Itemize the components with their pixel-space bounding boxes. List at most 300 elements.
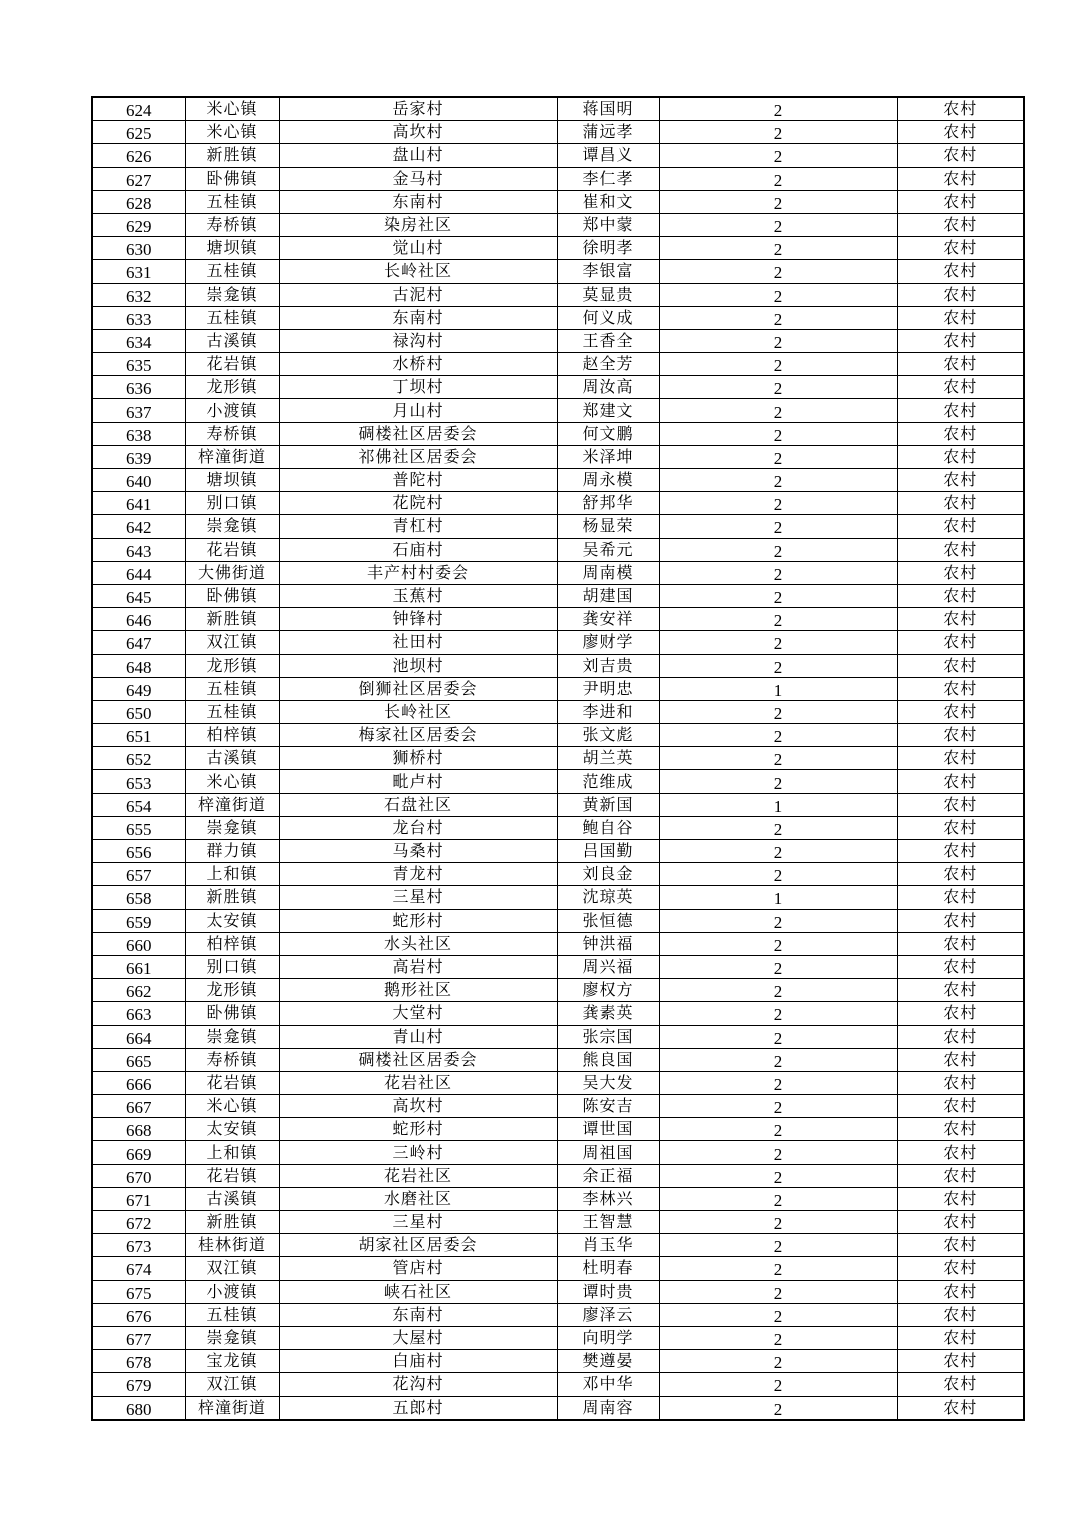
- row-number-cell: [92, 1118, 185, 1141]
- count-text: 2: [773, 843, 783, 863]
- count-cell: [659, 445, 897, 468]
- count-cell: [659, 932, 897, 955]
- village-cell: 三星村: [279, 1211, 557, 1234]
- count-cell: [659, 1257, 897, 1280]
- count-cell: [659, 677, 897, 700]
- row-number-cell: [92, 1141, 185, 1164]
- town-cell: 塘坝镇: [185, 237, 279, 260]
- person-name-cell: 周汝高: [557, 376, 659, 399]
- category-cell: 农村: [897, 445, 1024, 468]
- row-number-text: 665: [126, 1051, 152, 1071]
- count-cell: [659, 1396, 897, 1420]
- row-number-text: 677: [126, 1330, 152, 1350]
- row-number-cell: [92, 283, 185, 306]
- row-number-text: 669: [126, 1144, 152, 1164]
- row-number-cell: [92, 654, 185, 677]
- count-cell: [659, 144, 897, 167]
- village-cell: 狮桥村: [279, 747, 557, 770]
- row-number-cell: [92, 492, 185, 515]
- town-cell: 龙形镇: [185, 979, 279, 1002]
- category-cell: 农村: [897, 469, 1024, 492]
- category-cell: 农村: [897, 1396, 1024, 1420]
- person-name-cell: 蒋国明: [557, 97, 659, 121]
- town-cell: 梓潼街道: [185, 793, 279, 816]
- village-cell: 盘山村: [279, 144, 557, 167]
- row-number-text: 668: [126, 1121, 152, 1141]
- town-cell: 花岩镇: [185, 353, 279, 376]
- town-cell: 上和镇: [185, 863, 279, 886]
- person-name-cell: 周南模: [557, 561, 659, 584]
- person-name-cell: 沈琼英: [557, 886, 659, 909]
- count-text: 2: [773, 448, 783, 468]
- row-number-cell: [92, 260, 185, 283]
- category-cell: 农村: [897, 538, 1024, 561]
- village-cell: 管店村: [279, 1257, 557, 1280]
- count-cell: [659, 608, 897, 631]
- count-text: 2: [773, 1237, 783, 1257]
- row-number-text: 666: [126, 1074, 152, 1094]
- count-cell: [659, 724, 897, 747]
- table-row: [92, 793, 1024, 816]
- row-number-cell: [92, 376, 185, 399]
- row-number-text: 632: [126, 286, 152, 306]
- row-number-cell: [92, 1164, 185, 1187]
- row-number-text: 664: [126, 1028, 152, 1048]
- category-cell: 农村: [897, 237, 1024, 260]
- person-name-cell: 刘良金: [557, 863, 659, 886]
- category-cell: 农村: [897, 283, 1024, 306]
- row-number-text: 671: [126, 1190, 152, 1210]
- count-text: 2: [773, 935, 783, 955]
- table-row: [92, 1002, 1024, 1025]
- category-cell: 农村: [897, 747, 1024, 770]
- category-cell: 农村: [897, 1071, 1024, 1094]
- row-number-text: 646: [126, 611, 152, 631]
- person-name-cell: 龚素英: [557, 1002, 659, 1025]
- category-cell: 农村: [897, 1095, 1024, 1118]
- category-cell: 农村: [897, 1211, 1024, 1234]
- table-row: [92, 1211, 1024, 1234]
- count-text: 2: [773, 1376, 783, 1396]
- table-row: [92, 631, 1024, 654]
- count-text: 2: [773, 1167, 783, 1187]
- category-cell: 农村: [897, 492, 1024, 515]
- town-cell: 小渡镇: [185, 1280, 279, 1303]
- row-number-cell: [92, 1350, 185, 1373]
- category-cell: 农村: [897, 213, 1024, 236]
- row-number-cell: [92, 469, 185, 492]
- row-number-text: 667: [126, 1098, 152, 1118]
- count-text: 2: [773, 1121, 783, 1141]
- count-cell: [659, 816, 897, 839]
- town-cell: 梓潼街道: [185, 1396, 279, 1420]
- count-text: 2: [773, 356, 783, 376]
- count-text: 2: [773, 1051, 783, 1071]
- row-number-cell: [92, 329, 185, 352]
- row-number-text: 674: [126, 1260, 152, 1280]
- town-cell: 塘坝镇: [185, 469, 279, 492]
- row-number-cell: [92, 631, 185, 654]
- village-cell: 普陀村: [279, 469, 557, 492]
- village-cell: 碉楼社区居委会: [279, 1048, 557, 1071]
- count-text: 2: [773, 750, 783, 770]
- row-number-text: 651: [126, 727, 152, 747]
- town-cell: 花岩镇: [185, 538, 279, 561]
- category-cell: 农村: [897, 793, 1024, 816]
- table-row: [92, 1234, 1024, 1257]
- person-name-cell: 李仁孝: [557, 167, 659, 190]
- village-cell: 毗卢村: [279, 770, 557, 793]
- row-number-text: 653: [126, 773, 152, 793]
- count-text: 2: [773, 564, 783, 584]
- village-cell: 玉蕉村: [279, 584, 557, 607]
- village-cell: 禄沟村: [279, 329, 557, 352]
- category-cell: 农村: [897, 1025, 1024, 1048]
- row-number-cell: [92, 190, 185, 213]
- count-cell: [659, 863, 897, 886]
- row-number-cell: [92, 353, 185, 376]
- count-text: 2: [773, 541, 783, 561]
- count-text: 2: [773, 912, 783, 932]
- village-cell: 石盘社区: [279, 793, 557, 816]
- row-number-text: 676: [126, 1306, 152, 1326]
- village-cell: 岳家村: [279, 97, 557, 121]
- person-name-cell: 钟洪福: [557, 932, 659, 955]
- village-cell: 长岭社区: [279, 260, 557, 283]
- row-number-text: 637: [126, 402, 152, 422]
- town-cell: 五桂镇: [185, 190, 279, 213]
- row-number-text: 660: [126, 935, 152, 955]
- village-cell: 古泥村: [279, 283, 557, 306]
- table-row: [92, 190, 1024, 213]
- row-number-cell: [92, 515, 185, 538]
- person-name-cell: 廖权方: [557, 979, 659, 1002]
- row-number-cell: [92, 1002, 185, 1025]
- row-number-text: 645: [126, 588, 152, 608]
- village-cell: 花岩社区: [279, 1164, 557, 1187]
- count-cell: [659, 654, 897, 677]
- town-cell: 小渡镇: [185, 399, 279, 422]
- category-cell: 农村: [897, 700, 1024, 723]
- count-cell: [659, 306, 897, 329]
- town-cell: 古溪镇: [185, 1187, 279, 1210]
- village-cell: 丰产村村委会: [279, 561, 557, 584]
- count-text: 2: [773, 1260, 783, 1280]
- village-cell: 水桥村: [279, 353, 557, 376]
- count-text: 2: [773, 1330, 783, 1350]
- village-cell: 石庙村: [279, 538, 557, 561]
- table-row: [92, 1095, 1024, 1118]
- row-number-cell: [92, 677, 185, 700]
- row-number-cell: [92, 724, 185, 747]
- village-cell: 花沟村: [279, 1373, 557, 1396]
- village-cell: 高坎村: [279, 121, 557, 144]
- village-cell: 长岭社区: [279, 700, 557, 723]
- count-cell: [659, 1164, 897, 1187]
- count-text: 2: [773, 379, 783, 399]
- row-number-cell: [92, 1095, 185, 1118]
- table-row: [92, 167, 1024, 190]
- table-row: [92, 677, 1024, 700]
- count-text: 1: [773, 889, 783, 909]
- person-name-cell: 张文彪: [557, 724, 659, 747]
- person-name-cell: 米泽坤: [557, 445, 659, 468]
- row-number-cell: [92, 237, 185, 260]
- row-number-text: 655: [126, 819, 152, 839]
- row-number-text: 627: [126, 170, 152, 190]
- row-number-cell: [92, 608, 185, 631]
- category-cell: 农村: [897, 515, 1024, 538]
- town-cell: 米心镇: [185, 1095, 279, 1118]
- person-name-cell: 向明学: [557, 1326, 659, 1349]
- town-cell: 寿桥镇: [185, 422, 279, 445]
- row-number-cell: [92, 1396, 185, 1420]
- count-text: 2: [773, 982, 783, 1002]
- row-number-cell: [92, 793, 185, 816]
- town-cell: 新胜镇: [185, 144, 279, 167]
- count-cell: [659, 1350, 897, 1373]
- count-text: 2: [773, 611, 783, 631]
- row-number-cell: [92, 538, 185, 561]
- person-name-cell: 龚安祥: [557, 608, 659, 631]
- village-cell: 三岭村: [279, 1141, 557, 1164]
- town-cell: 桂林街道: [185, 1234, 279, 1257]
- count-text: 2: [773, 124, 783, 144]
- row-number-cell: [92, 422, 185, 445]
- table-row: [92, 700, 1024, 723]
- count-cell: [659, 1095, 897, 1118]
- row-number-cell: [92, 1211, 185, 1234]
- count-text: 2: [773, 1306, 783, 1326]
- count-text: 2: [773, 240, 783, 260]
- count-cell: [659, 584, 897, 607]
- count-text: 1: [773, 796, 783, 816]
- person-name-cell: 廖财学: [557, 631, 659, 654]
- count-text: 2: [773, 495, 783, 515]
- row-number-text: 625: [126, 124, 152, 144]
- town-cell: 寿桥镇: [185, 1048, 279, 1071]
- village-cell: 三星村: [279, 886, 557, 909]
- category-cell: 农村: [897, 724, 1024, 747]
- town-cell: 崇龛镇: [185, 1326, 279, 1349]
- table-row: [92, 747, 1024, 770]
- category-cell: 农村: [897, 932, 1024, 955]
- village-cell: 水头社区: [279, 932, 557, 955]
- village-cell: 青山村: [279, 1025, 557, 1048]
- count-text: 2: [773, 1144, 783, 1164]
- category-cell: 农村: [897, 1280, 1024, 1303]
- row-number-cell: [92, 816, 185, 839]
- village-cell: 马桑村: [279, 840, 557, 863]
- row-number-cell: [92, 1234, 185, 1257]
- town-cell: 崇龛镇: [185, 816, 279, 839]
- row-number-cell: [92, 700, 185, 723]
- town-cell: 卧佛镇: [185, 167, 279, 190]
- person-name-cell: 周兴福: [557, 955, 659, 978]
- row-number-cell: [92, 932, 185, 955]
- table-row: [92, 816, 1024, 839]
- village-cell: 花院村: [279, 492, 557, 515]
- village-cell: 染房社区: [279, 213, 557, 236]
- category-cell: 农村: [897, 840, 1024, 863]
- row-number-text: 658: [126, 889, 152, 909]
- count-cell: [659, 1326, 897, 1349]
- category-cell: 农村: [897, 329, 1024, 352]
- count-cell: [659, 955, 897, 978]
- table-row: [92, 724, 1024, 747]
- category-cell: 农村: [897, 1141, 1024, 1164]
- category-cell: 农村: [897, 1234, 1024, 1257]
- category-cell: 农村: [897, 955, 1024, 978]
- count-text: 2: [773, 1005, 783, 1025]
- person-name-cell: 李林兴: [557, 1187, 659, 1210]
- village-cell: 花岩社区: [279, 1071, 557, 1094]
- town-cell: 卧佛镇: [185, 1002, 279, 1025]
- category-cell: 农村: [897, 770, 1024, 793]
- town-cell: 新胜镇: [185, 1211, 279, 1234]
- table-row: [92, 213, 1024, 236]
- count-text: 2: [773, 634, 783, 654]
- count-cell: [659, 1280, 897, 1303]
- row-number-cell: [92, 863, 185, 886]
- table-row: [92, 654, 1024, 677]
- count-text: 2: [773, 773, 783, 793]
- count-cell: [659, 1187, 897, 1210]
- table-row: [92, 144, 1024, 167]
- category-cell: 农村: [897, 677, 1024, 700]
- village-cell: 胡家社区居委会: [279, 1234, 557, 1257]
- person-name-cell: 谭时贵: [557, 1280, 659, 1303]
- town-cell: 柏梓镇: [185, 932, 279, 955]
- row-number-text: 656: [126, 843, 152, 863]
- row-number-text: 633: [126, 309, 152, 329]
- town-cell: 米心镇: [185, 121, 279, 144]
- town-cell: 卧佛镇: [185, 584, 279, 607]
- person-name-cell: 谭世国: [557, 1118, 659, 1141]
- person-name-cell: 蒲远孝: [557, 121, 659, 144]
- count-cell: [659, 631, 897, 654]
- village-cell: 五郎村: [279, 1396, 557, 1420]
- table-row: [92, 1141, 1024, 1164]
- row-number-cell: [92, 1071, 185, 1094]
- person-name-cell: 樊遵晏: [557, 1350, 659, 1373]
- village-cell: 青龙村: [279, 863, 557, 886]
- row-number-cell: [92, 979, 185, 1002]
- row-number-text: 642: [126, 518, 152, 538]
- town-cell: 五桂镇: [185, 1303, 279, 1326]
- person-name-cell: 张恒德: [557, 909, 659, 932]
- row-number-cell: [92, 399, 185, 422]
- table-row: [92, 1373, 1024, 1396]
- village-cell: 东南村: [279, 306, 557, 329]
- data-table: [91, 96, 1025, 1421]
- table-row: [92, 376, 1024, 399]
- row-number-cell: [92, 1048, 185, 1071]
- count-text: 2: [773, 727, 783, 747]
- table-row: [92, 1025, 1024, 1048]
- row-number-cell: [92, 306, 185, 329]
- row-number-cell: [92, 121, 185, 144]
- count-text: 2: [773, 147, 783, 167]
- person-name-cell: 郑中蒙: [557, 213, 659, 236]
- category-cell: 农村: [897, 863, 1024, 886]
- table-row: [92, 863, 1024, 886]
- category-cell: 农村: [897, 654, 1024, 677]
- town-cell: 花岩镇: [185, 1071, 279, 1094]
- category-cell: 农村: [897, 376, 1024, 399]
- town-cell: 米心镇: [185, 97, 279, 121]
- table-row: [92, 329, 1024, 352]
- row-number-text: 679: [126, 1376, 152, 1396]
- count-cell: [659, 121, 897, 144]
- table-row: [92, 770, 1024, 793]
- person-name-cell: 王智慧: [557, 1211, 659, 1234]
- row-number-text: 636: [126, 379, 152, 399]
- table-row: [92, 1164, 1024, 1187]
- count-text: 2: [773, 1098, 783, 1118]
- count-cell: [659, 840, 897, 863]
- row-number-text: 650: [126, 703, 152, 723]
- count-cell: [659, 561, 897, 584]
- town-cell: 米心镇: [185, 770, 279, 793]
- category-cell: 农村: [897, 353, 1024, 376]
- count-cell: [659, 1002, 897, 1025]
- row-number-text: 661: [126, 959, 152, 979]
- person-name-cell: 胡建国: [557, 584, 659, 607]
- person-name-cell: 邓中华: [557, 1373, 659, 1396]
- table-row: [92, 1118, 1024, 1141]
- town-cell: 梓潼街道: [185, 445, 279, 468]
- row-number-text: 648: [126, 657, 152, 677]
- row-number-cell: [92, 1187, 185, 1210]
- village-cell: 丁坝村: [279, 376, 557, 399]
- category-cell: 农村: [897, 584, 1024, 607]
- count-text: 2: [773, 217, 783, 237]
- count-cell: [659, 515, 897, 538]
- category-cell: 农村: [897, 1350, 1024, 1373]
- row-number-text: 631: [126, 263, 152, 283]
- table-row: [92, 353, 1024, 376]
- person-name-cell: 莫显贵: [557, 283, 659, 306]
- village-cell: 蛇形村: [279, 1118, 557, 1141]
- row-number-text: 678: [126, 1353, 152, 1373]
- table-row: [92, 1048, 1024, 1071]
- table-row: [92, 237, 1024, 260]
- count-cell: [659, 260, 897, 283]
- row-number-text: 641: [126, 495, 152, 515]
- row-number-cell: [92, 909, 185, 932]
- town-cell: 别口镇: [185, 955, 279, 978]
- count-text: 2: [773, 1074, 783, 1094]
- category-cell: 农村: [897, 121, 1024, 144]
- table-row: [92, 538, 1024, 561]
- person-name-cell: 吴希元: [557, 538, 659, 561]
- category-cell: 农村: [897, 1373, 1024, 1396]
- table-row: [92, 955, 1024, 978]
- row-number-cell: [92, 213, 185, 236]
- document-table-container: [91, 96, 1025, 1421]
- category-cell: 农村: [897, 1257, 1024, 1280]
- village-cell: 青杠村: [279, 515, 557, 538]
- row-number-text: 643: [126, 541, 152, 561]
- village-cell: 峡石社区: [279, 1280, 557, 1303]
- person-name-cell: 周祖国: [557, 1141, 659, 1164]
- person-name-cell: 李进和: [557, 700, 659, 723]
- table-row: [92, 492, 1024, 515]
- person-name-cell: 吕国勤: [557, 840, 659, 863]
- table-row: [92, 909, 1024, 932]
- category-cell: 农村: [897, 1002, 1024, 1025]
